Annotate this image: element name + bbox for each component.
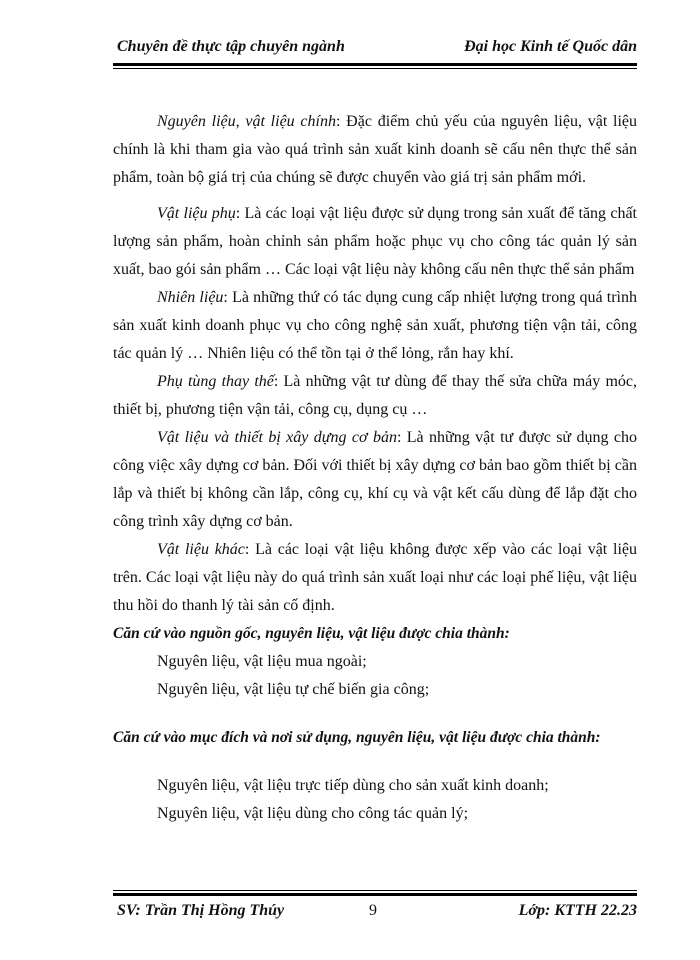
page-header <box>113 38 637 64</box>
paragraph-spare-parts <box>113 368 637 424</box>
paragraph-auxiliary-materials <box>113 200 637 284</box>
header-rule-thick <box>113 63 637 66</box>
header-title-left: Chuyên đề thực tập chuyên ngành <box>117 38 345 55</box>
term-description: : Là các loại vật liệu không được xếp vào các loại vật liệu trên. Các loại vật liệu này do quá trình sản xuất loại như các loại phế liệu, vật liệu thu hồi do thanh lý tài sản cố định. <box>113 541 637 614</box>
document-body <box>113 108 637 828</box>
paragraph-construction-materials <box>113 424 637 536</box>
term-label: Nguyên liệu, vật liệu chính <box>157 113 336 130</box>
list-item: Nguyên liệu, vật liệu dùng cho công tác quản lý; <box>157 805 469 822</box>
footer-class: Lớp: KTTH 22.23 <box>518 902 637 919</box>
term-description: : Là những thứ có tác dụng cung cấp nhiệt lượng trong quá trình sản xuất kinh doanh phục vụ cho công nghệ sản xuất, phương tiện vận tải, công tác quản lý … Nhiên liệu có thể tồn tại ở thể lỏng, rắn hay khí. <box>113 289 637 362</box>
term-description: : Là những vật tư dùng để thay thế sửa chữa máy móc, thiết bị, phương tiện vận tải, công cụ, dụng cụ … <box>113 373 637 418</box>
list-item: Nguyên liệu, vật liệu mua ngoài; <box>157 653 367 670</box>
page-footer <box>113 902 637 926</box>
paragraph-main-materials <box>113 108 637 192</box>
footer-student-name: SV: Trần Thị Hồng Thúy <box>117 902 285 919</box>
term-label: Vật liệu và thiết bị xây dựng cơ bản <box>157 429 397 446</box>
list-item: Nguyên liệu, vật liệu trực tiếp dùng cho sản xuất kinh doanh; <box>157 777 549 794</box>
header-rule-thin <box>113 68 637 69</box>
term-label: Vật liệu khác <box>157 541 245 558</box>
section-heading-origin: Căn cứ vào nguồn gốc, nguyên liệu, vật liệu được chia thành: <box>113 625 510 642</box>
paragraph-other-materials <box>113 536 637 620</box>
term-label: Phụ tùng thay thế <box>157 373 274 390</box>
term-description: : Là các loại vật liệu được sử dụng trong sản xuất để tăng chất lượng sản phẩm, hoàn chỉnh sản phẩm hoặc phục vụ cho công tác quản lý sản xuất, bao gói sản phẩm … Các loại vật liệu này không cấu nên thực thể sản phẩm <box>113 205 637 278</box>
page-number: 9 <box>369 902 377 919</box>
footer-rule-thin <box>113 890 637 891</box>
term-description: : Đặc điểm chủ yếu của nguyên liệu, vật liệu chính là khi tham gia vào quá trình sản xuất kinh doanh sẽ cấu nên thực thể sản phẩm, toàn bộ giá trị của chúng sẽ được chuyển vào giá trị sản phẩm mới. <box>113 113 638 186</box>
paragraph-fuel <box>113 284 637 368</box>
footer-rule-thick <box>113 893 637 896</box>
term-label: Nhiên liệu <box>157 289 224 306</box>
term-description: : Là những vật tư được sử dụng cho công việc xây dựng cơ bản. Đối với thiết bị xây dựng cơ bản bao gồm thiết bị cần lắp và thiết bị không cần lắp, công cụ, khí cụ và vật kết cấu dùng để lắp đặt cho công trình xây dựng cơ bản. <box>113 429 637 530</box>
term-label: Vật liệu phụ <box>157 205 236 222</box>
section-heading-purpose: Căn cứ vào mục đích và nơi sử dụng, nguyên liệu, vật liệu được chia thành: <box>113 729 601 746</box>
list-item: Nguyên liệu, vật liệu tự chế biến gia công; <box>157 681 430 698</box>
header-title-right: Đại học Kinh tế Quốc dân <box>464 38 637 55</box>
